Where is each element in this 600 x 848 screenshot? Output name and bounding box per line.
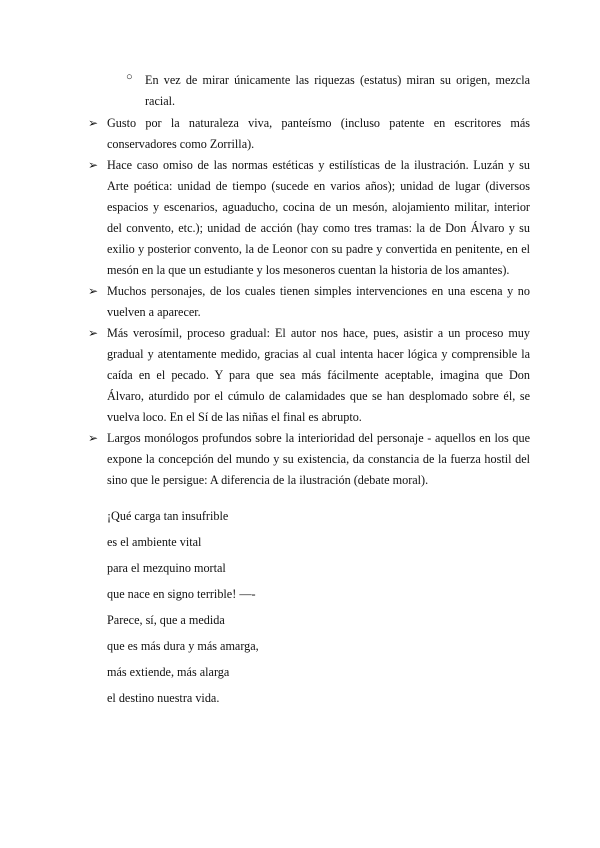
arrow-bullet-icon: ➢ [88,116,99,130]
verse-block [107,503,259,711]
arrow-bullet-icon: ➢ [88,431,99,445]
verse-line: es el ambiente vital [107,535,202,549]
verse-line: ¡Qué carga tan insufrible [107,509,229,523]
verse-line: que es más dura y más amarga, [107,639,259,653]
list-item-text: Más verosímil, proceso gradual: El autor nos hace, pues, asistir a un proceso muy gradual y atentamente medido, gracias al cual intenta hacer lógica y comprensible la caída en el pecado. Y para que sea más fácilmente aceptable, imagina que Don Álvaro, aturdido por el cúmulo de calamidades que se han desplomado sobre él, se vuelva loco. En el Sí de las niñas el final es abrupto. [107,326,530,424]
arrow-bullet-icon: ➢ [88,284,99,298]
list-item [88,323,530,428]
list-item [88,155,530,281]
list-item [88,428,530,491]
circle-bullet-icon: ○ [126,71,133,83]
sub-list-item-text: En vez de mirar únicamente las riquezas (estatus) miran su origen, mezcla racial. [145,73,530,108]
list-item [88,113,530,155]
verse-line: el destino nuestra vida. [107,691,220,705]
verse-line: más extiende, más alarga [107,665,230,679]
list-item-text: Muchos personajes, de los cuales tienen simples intervenciones en una escena y no vuelven a aparecer. [107,284,530,319]
verse-line: Parece, sí, que a medida [107,613,225,627]
sub-list-item [126,70,530,112]
list-item-text: Hace caso omiso de las normas estéticas y estilísticas de la ilustración. Luzán y su Arte poética: unidad de tiempo (sucede en varios años); unidad de lugar (diversos espacios y escenarios, aguaducho, cocina de un mesón, alojamiento militar, interior del convento, etc.); unidad de acción (hay como tres tramas: la de Don Álvaro y su exilio y posterior convento, la de Leonor con su padre y convertida en penitente, en el mesón en la que un estudiante y los mesoneros cuentan la historia de los amantes). [107,158,530,277]
list-item [88,281,530,323]
verse-line: para el mezquino mortal [107,561,226,575]
arrow-bullet-icon: ➢ [88,326,99,340]
arrow-bullet-icon: ➢ [88,158,99,172]
verse-line: que nace en signo terrible! —- [107,587,256,601]
list-item-text: Largos monólogos profundos sobre la interioridad del personaje - aquellos en los que expone la concepción del mundo y su existencia, da constancia de la fuerza hostil del sino que le persigue: A diferencia de la ilustración (debate moral). [107,431,530,487]
list-item-text: Gusto por la naturaleza viva, panteísmo (incluso patente en escritores más conservadores como Zorrilla). [107,116,530,151]
